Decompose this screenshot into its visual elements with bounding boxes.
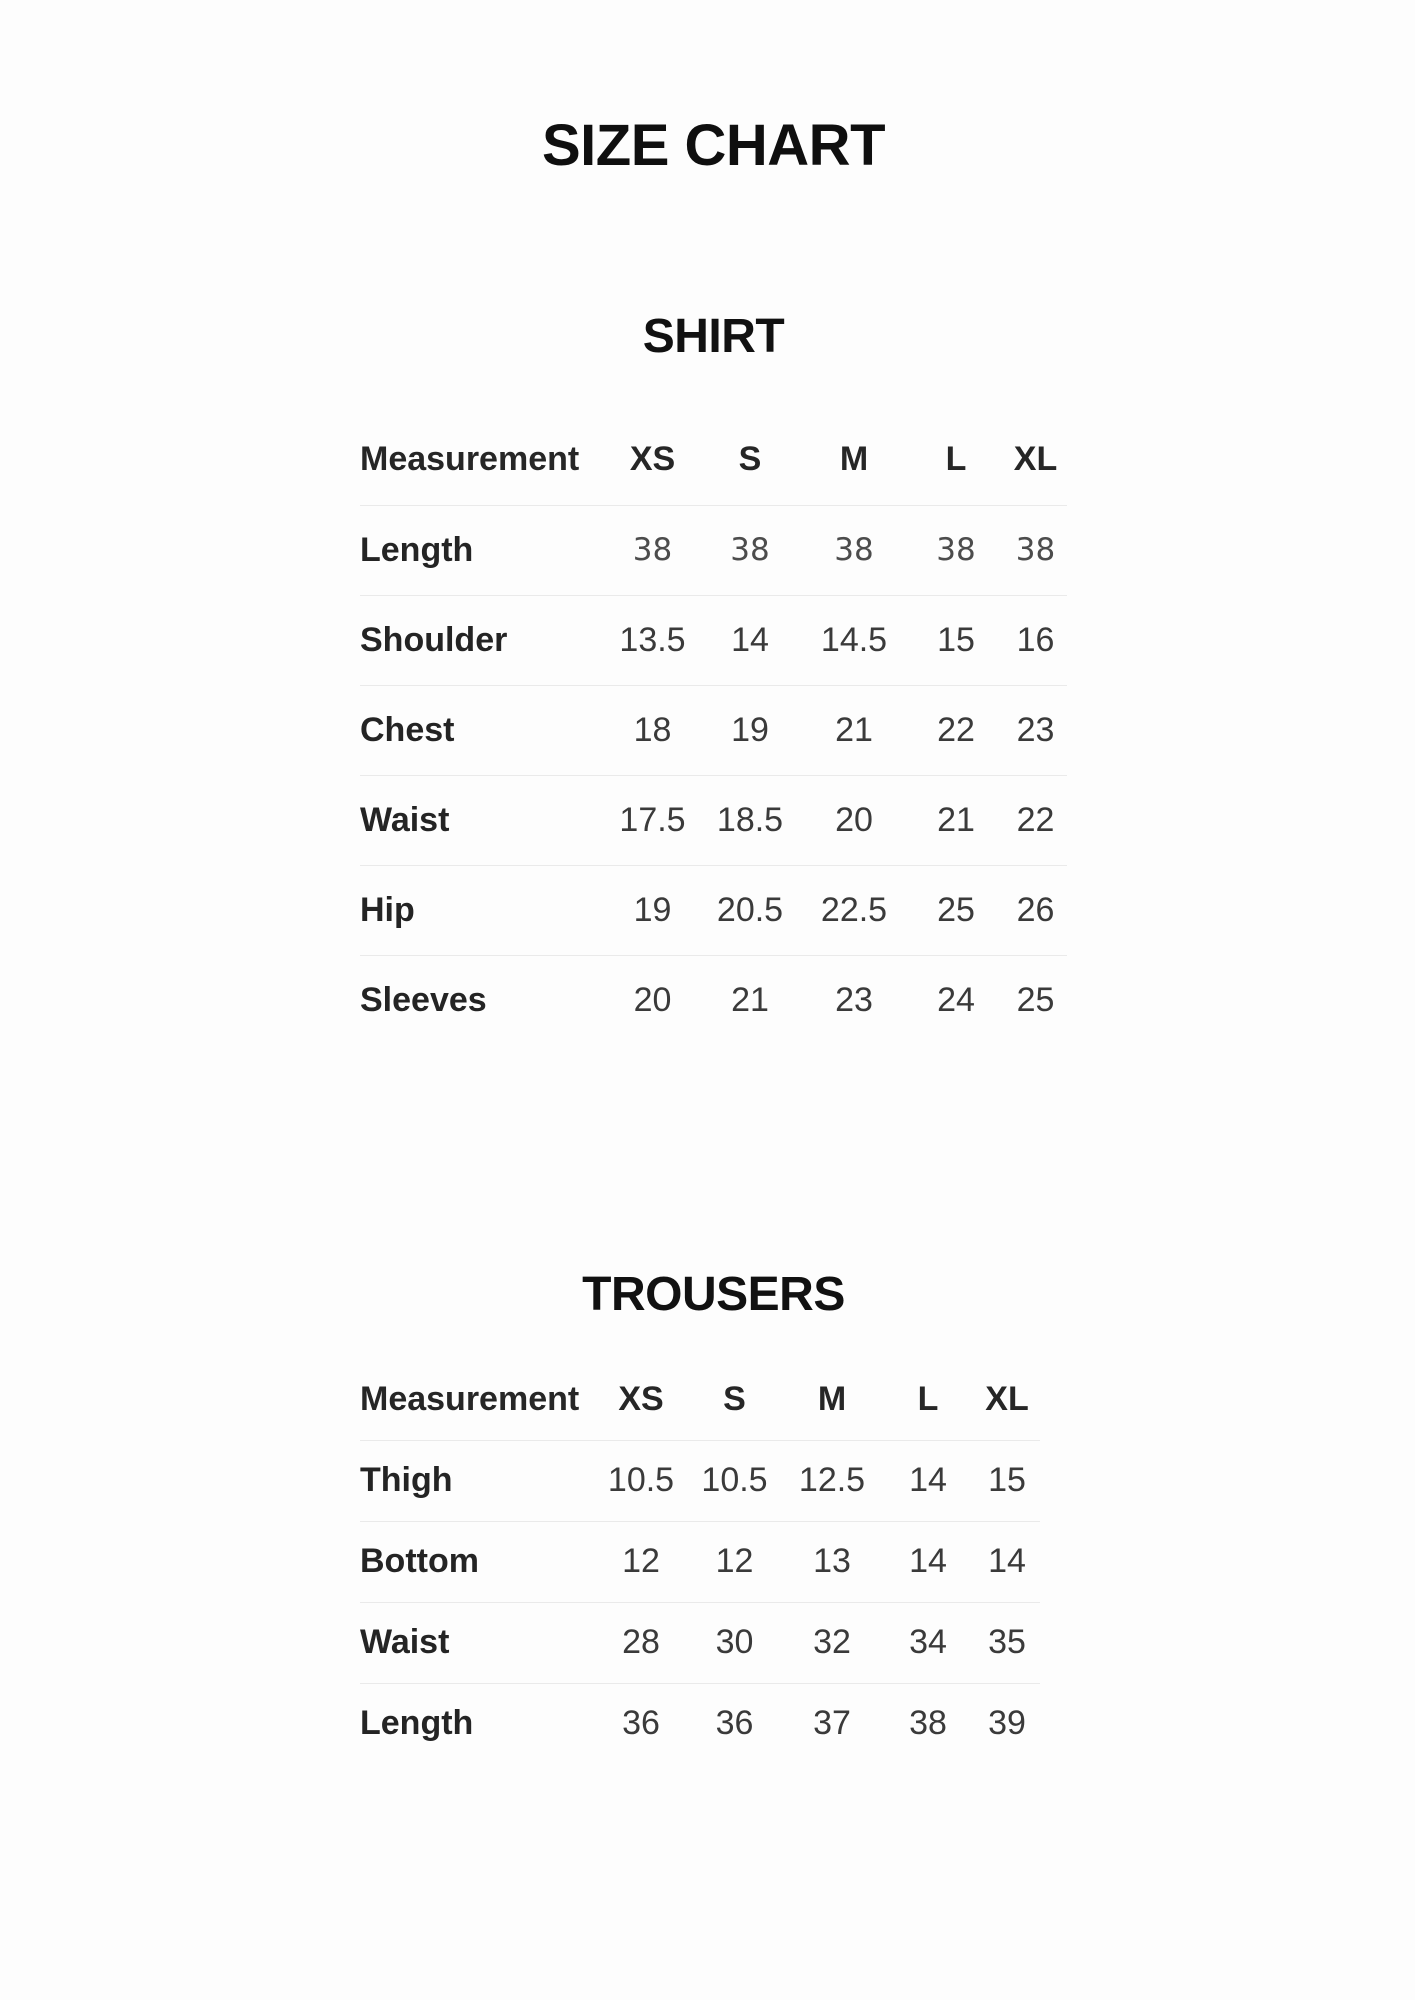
size-value-cell: 13.5 <box>619 620 686 659</box>
content-column <box>360 0 1067 2000</box>
row-label: Bottom <box>360 1542 479 1580</box>
size-value-cell: 21 <box>835 710 873 749</box>
size-value-cell: 38 <box>632 532 673 568</box>
size-value-cell: 15 <box>937 620 975 659</box>
column-header-xs: XS <box>618 1380 664 1419</box>
size-value-cell: 38 <box>936 532 976 568</box>
row-label: Chest <box>360 710 455 749</box>
size-value-cell: 35 <box>988 1623 1026 1661</box>
size-value-cell: 10.5 <box>701 1461 768 1499</box>
size-value-cell: 22.5 <box>820 890 888 929</box>
size-value-cell: 14.5 <box>820 620 888 659</box>
size-value-cell: 12.5 <box>798 1461 866 1499</box>
row-label: Shoulder <box>360 620 508 659</box>
size-value-cell: 24 <box>937 980 975 1019</box>
size-value-cell: 25 <box>937 890 975 929</box>
size-value-cell: 19 <box>633 890 672 929</box>
row-label: Hip <box>360 890 415 929</box>
table-row-length <box>360 505 1067 595</box>
table-row-length <box>360 1683 1040 1764</box>
size-value-cell: 10.5 <box>607 1461 675 1499</box>
row-label: Length <box>360 530 474 569</box>
column-header-m: M <box>817 1380 847 1419</box>
table-row-chest <box>360 685 1067 775</box>
size-value-cell: 14 <box>731 620 769 659</box>
size-value-cell: 38 <box>834 532 874 568</box>
size-value-cell: 32 <box>813 1623 851 1661</box>
table-row-waist <box>360 1602 1040 1683</box>
column-header-measurement: Measurement <box>360 440 580 479</box>
size-value-cell: 12 <box>715 1542 754 1580</box>
column-header-xs: XS <box>629 440 676 479</box>
size-value-cell: 30 <box>715 1623 754 1661</box>
size-value-cell: 14 <box>909 1461 947 1499</box>
size-value-cell: 39 <box>988 1704 1026 1743</box>
page-title: SIZE CHART <box>542 113 885 178</box>
size-value-cell: 20 <box>633 980 672 1019</box>
size-value-cell: 21 <box>937 800 975 839</box>
size-value-cell: 28 <box>622 1623 660 1661</box>
column-header-s: S <box>723 1380 746 1419</box>
size-value-cell: 21 <box>731 980 769 1019</box>
size-value-cell: 18 <box>633 710 672 749</box>
row-label: Waist <box>360 1623 450 1661</box>
size-value-cell: 37 <box>813 1704 851 1743</box>
row-label: Sleeves <box>360 980 487 1019</box>
column-header-measurement: Measurement <box>360 1380 580 1419</box>
size-value-cell: 23 <box>835 980 873 1019</box>
column-header-s: S <box>738 440 762 479</box>
size-value-cell: 20.5 <box>716 890 784 929</box>
column-header-m: M <box>839 440 869 479</box>
column-header-xl: XL <box>985 1380 1029 1419</box>
size-value-cell: 38 <box>730 532 770 568</box>
table-row-thigh <box>360 1440 1040 1521</box>
size-value-cell: 25 <box>1016 980 1055 1019</box>
size-value-cell: 18.5 <box>716 800 784 839</box>
table-row-sleeves <box>360 955 1067 1045</box>
size-value-cell: 26 <box>1016 890 1055 929</box>
shirt-size-table <box>360 415 1067 1045</box>
section-title-shirt: SHIRT <box>642 310 785 363</box>
size-value-cell: 38 <box>909 1704 947 1743</box>
column-header-l: L <box>945 440 967 479</box>
row-label: Length <box>360 1704 474 1743</box>
size-value-cell: 16 <box>1016 620 1055 659</box>
size-value-cell: 36 <box>715 1704 754 1743</box>
column-header-l: L <box>917 1380 939 1419</box>
size-value-cell: 22 <box>937 710 975 749</box>
size-value-cell: 19 <box>731 710 769 749</box>
size-value-cell: 13 <box>813 1542 851 1580</box>
table-row-hip <box>360 865 1067 955</box>
size-value-cell: 22 <box>1016 800 1055 839</box>
size-value-cell: 15 <box>988 1461 1026 1499</box>
size-value-cell: 14 <box>909 1542 947 1580</box>
trousers-size-table <box>360 1360 1040 1764</box>
row-label: Waist <box>360 800 450 839</box>
size-value-cell: 23 <box>1016 710 1055 749</box>
column-header-xl: XL <box>1013 440 1058 479</box>
shirt-header-row <box>360 415 1067 505</box>
table-row-bottom <box>360 1521 1040 1602</box>
size-value-cell: 20 <box>835 800 873 839</box>
size-value-cell: 12 <box>622 1542 660 1580</box>
section-title-trousers: TROUSERS <box>582 1268 845 1321</box>
row-label: Thigh <box>360 1461 453 1499</box>
size-value-cell: 38 <box>1015 532 1056 568</box>
size-value-cell: 36 <box>622 1704 660 1743</box>
size-value-cell: 14 <box>988 1542 1026 1580</box>
table-row-waist <box>360 775 1067 865</box>
table-row-shoulder <box>360 595 1067 685</box>
size-value-cell: 17.5 <box>619 800 686 839</box>
trousers-header-row <box>360 1360 1040 1440</box>
size-value-cell: 34 <box>909 1623 947 1661</box>
